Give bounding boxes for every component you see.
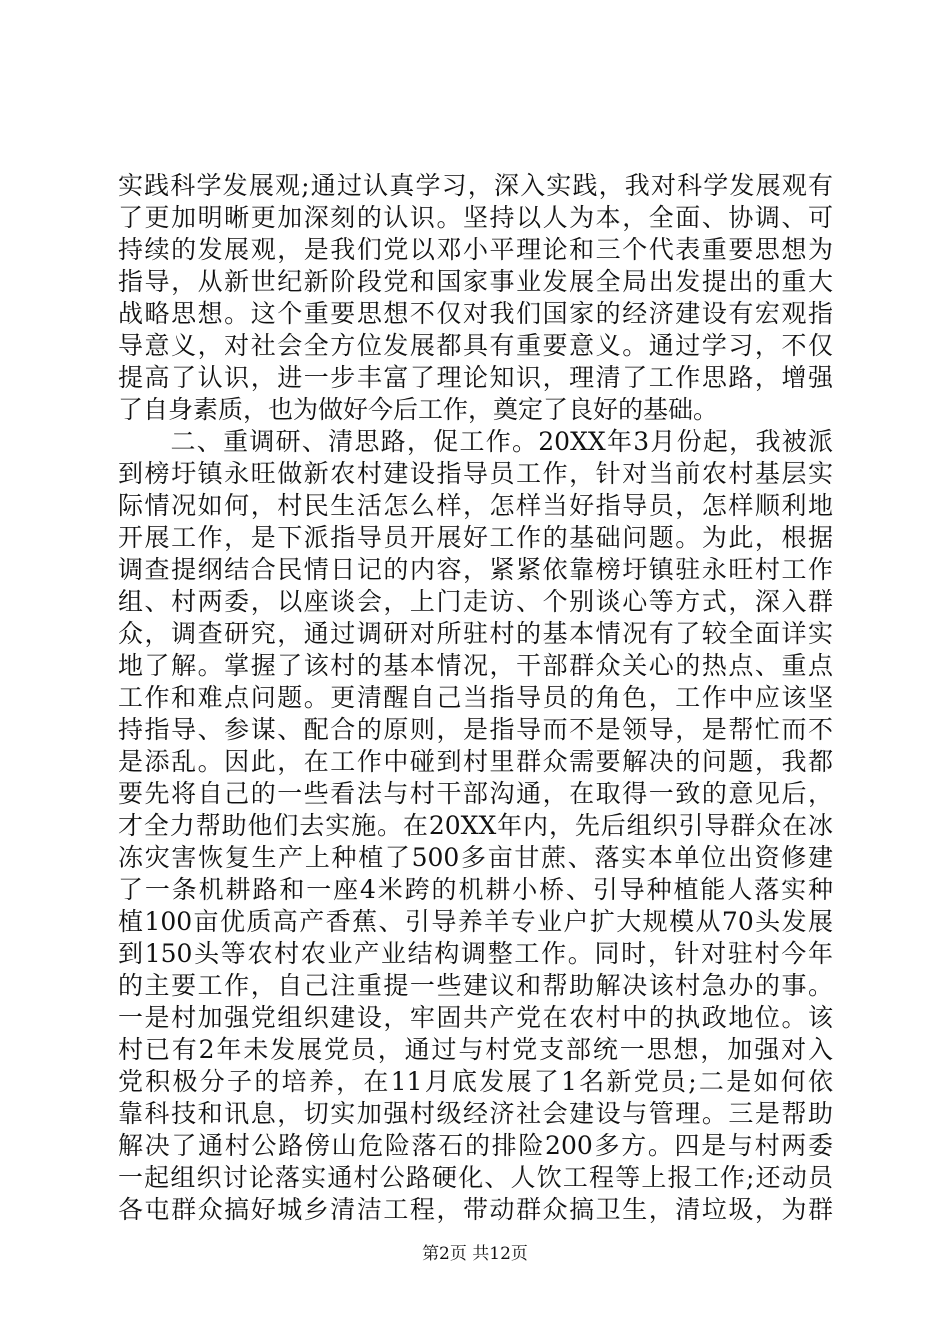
- text-line: 一起组织讨论落实通村公路硬化、人饮工程等上报工作;还动员: [118, 1163, 833, 1192]
- text-line: 冻灾害恢复生产上种植了500多亩甘蔗、落实本单位出资修建: [118, 843, 833, 872]
- text-line: 了一条机耕路和一座4米跨的机耕小桥、引导种植能人落实种: [118, 875, 833, 904]
- text-line: 了自身素质，也为做好今后工作，奠定了良好的基础。: [118, 395, 719, 424]
- text-line: 了更加明晰更加深刻的认识。坚持以人为本，全面、协调、可: [118, 203, 833, 232]
- text-line: 各屯群众搞好城乡清洁工程，带动群众搞卫生，清垃圾，为群: [118, 1195, 833, 1224]
- text-line: 开展工作，是下派指导员开展好工作的基础问题。为此，根据: [118, 523, 833, 552]
- text-line: 指导，从新世纪新阶段党和国家事业发展全局出发提出的重大: [118, 267, 833, 296]
- text-line: 党积极分子的培养，在11月底发展了1名新党员;二是如何依: [118, 1067, 833, 1096]
- text-line: 到150头等农村农业产业结构调整工作。同时，针对驻村今年: [118, 939, 833, 968]
- text-line: 植100亩优质高产香蕉、引导养羊专业户扩大规模从70头发展: [118, 907, 833, 936]
- text-line: 到榜圩镇永旺做新农村建设指导员工作，针对当前农村基层实: [118, 459, 833, 488]
- text-line: 导意义，对社会全方位发展都具有重要意义。通过学习，不仅: [118, 331, 833, 360]
- text-line: 组、村两委，以座谈会，上门走访、个别谈心等方式，深入群: [118, 587, 833, 616]
- text-line: 际情况如何，村民生活怎么样，怎样当好指导员，怎样顺利地: [118, 491, 833, 520]
- text-line: 持指导、参谋、配合的原则，是指导而不是领导，是帮忙而不: [118, 715, 833, 744]
- text-line: 二、重调研、清思路，促工作。20XX年3月份起，我被派: [118, 427, 833, 456]
- page-footer: 第2页 共12页: [422, 1244, 528, 1264]
- text-line: 众，调查研究，通过调研对所驻村的基本情况有了较全面详实: [118, 619, 833, 648]
- text-line: 地了解。掌握了该村的基本情况，干部群众关心的热点、重点: [118, 651, 833, 680]
- text-line: 提高了认识，进一步丰富了理论知识，理清了工作思路，增强: [118, 363, 833, 392]
- text-line: 要先将自己的一些看法与村干部沟通，在取得一致的意见后，: [118, 779, 833, 808]
- text-line: 才全力帮助他们去实施。在20XX年内，先后组织引导群众在冰: [118, 811, 833, 840]
- text-line: 一是村加强党组织建设，牢固共产党在农村中的执政地位。该: [118, 1003, 833, 1032]
- text-line: 的主要工作，自己注重提一些建议和帮助解决该村急办的事。: [118, 971, 833, 1000]
- text-line: 靠科技和讯息，切实加强村级经济社会建设与管理。三是帮助: [118, 1099, 833, 1128]
- text-line: 村已有2年未发展党员，通过与村党支部统一思想，加强对入: [118, 1035, 833, 1064]
- text-line: 调查提纲结合民情日记的内容，紧紧依靠榜圩镇驻永旺村工作: [118, 555, 833, 584]
- text-line: 实践科学发展观;通过认真学习，深入实践，我对科学发展观有: [118, 171, 833, 200]
- text-line: 是添乱。因此，在工作中碰到村里群众需要解决的问题，我都: [118, 747, 833, 776]
- text-line: 持续的发展观，是我们党以邓小平理论和三个代表重要思想为: [118, 235, 833, 264]
- body-text: [118, 170, 833, 1226]
- text-line: 工作和难点问题。更清醒自己当指导员的角色，工作中应该坚: [118, 683, 833, 712]
- text-line: 战略思想。这个重要思想不仅对我们国家的经济建设有宏观指: [118, 299, 833, 328]
- text-line: 解决了通村公路傍山危险落石的排险200多方。四是与村两委: [118, 1131, 833, 1160]
